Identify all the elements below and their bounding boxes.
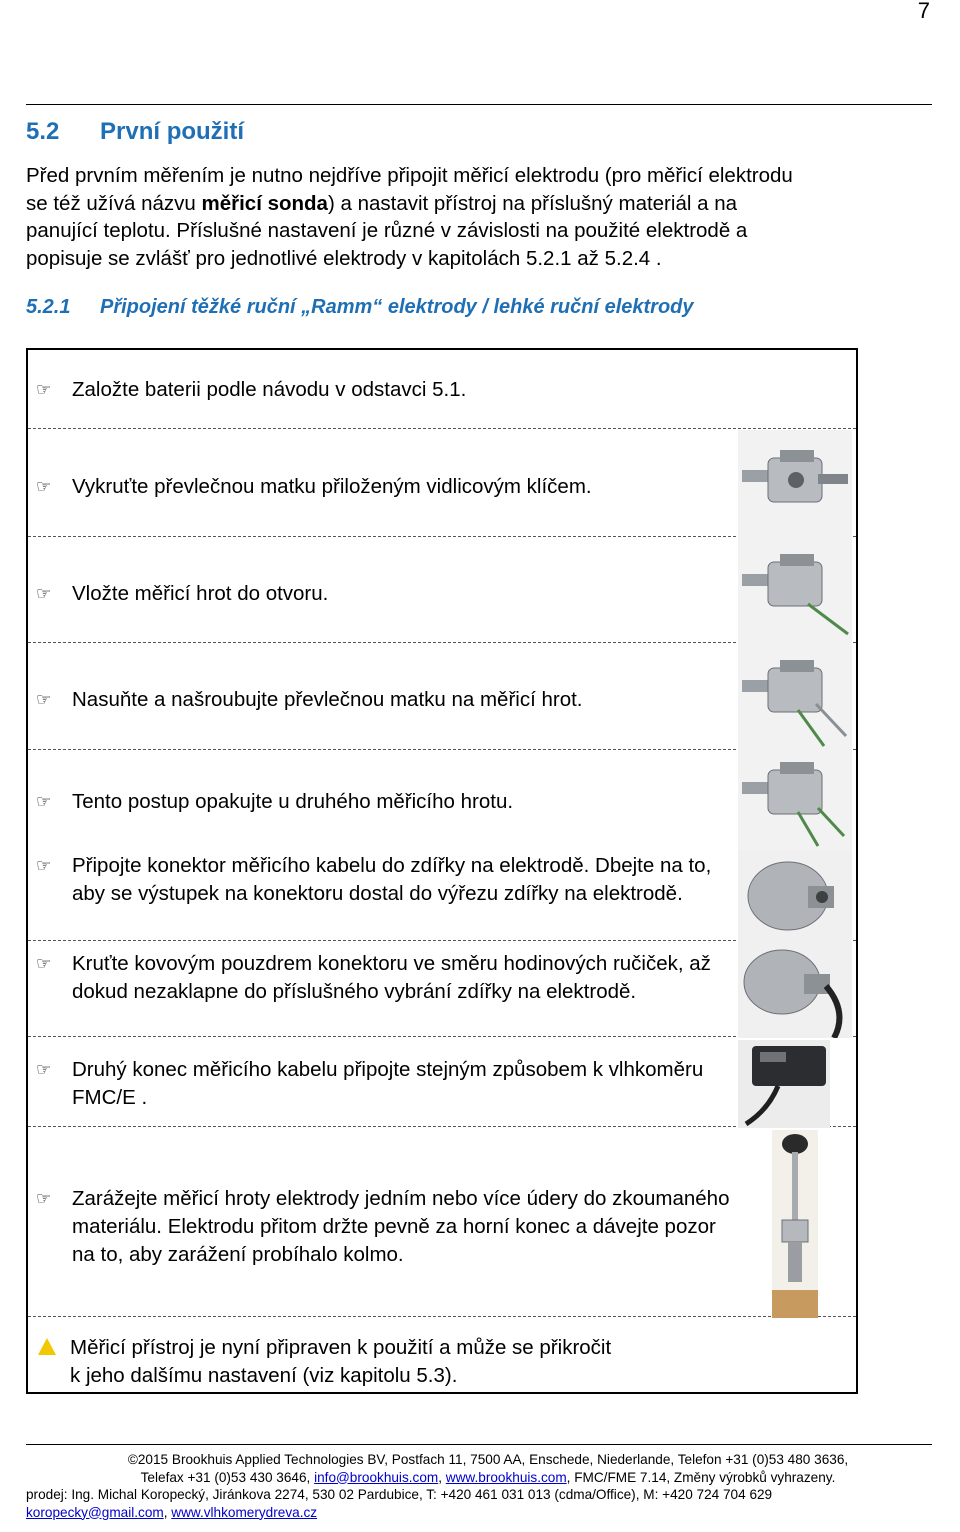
step-text: Připojte konektor měřicího kabelu do zdířky na elektrodě. Dbejte na to, aby se výstupek na konektoru dostal do výřezu zdířky na elektrodě. (72, 854, 712, 905)
section-number: 5.2 (26, 118, 60, 145)
subsection-number: 5.2.1 (26, 296, 71, 318)
step-divider (28, 940, 856, 941)
step-row (36, 580, 732, 608)
step-divider (28, 749, 856, 750)
step-row (36, 852, 732, 908)
instructions-box (26, 348, 858, 1394)
footer-text: , (438, 1469, 446, 1485)
step-row (36, 1185, 732, 1269)
subsection-title: Připojení těžké ruční „Ramm“ elektrody / lehké ruční elektrody (100, 296, 694, 318)
step-divider (28, 428, 856, 429)
pointing-hand-icon: ☞ (36, 954, 52, 973)
step-divider (28, 536, 856, 537)
intro-line: popisuje se zvlášť pro jednotlivé elektrody v kapitolách 5.2.1 až 5.2.4 . (26, 246, 662, 270)
website-link[interactable]: www.brookhuis.com (445, 1469, 567, 1485)
ramm-electrode-photo (772, 1130, 818, 1318)
step-row (36, 1056, 732, 1112)
step-text: Vložte měřicí hrot do otvoru. (72, 582, 329, 605)
footer-line (26, 1504, 950, 1522)
step-divider (28, 1036, 856, 1037)
warning-text: k jeho dalšímu nastavení (viz kapitolu 5.3). (70, 1364, 458, 1387)
pointing-hand-icon: ☞ (36, 690, 52, 709)
footer (26, 1451, 950, 1521)
footer-line (26, 1469, 950, 1487)
step-divider (28, 1126, 856, 1127)
page-number: 7 (917, 0, 930, 23)
footer-line: ©2015 Brookhuis Applied Technologies BV, Postfach 11, 7500 AA, Enschede, Niederlande, Telefon +31 (0)53 480 3636, (127, 1452, 849, 1467)
step-text: Druhý konec měřicího kabelu připojte stejným způsobem k vlhkoměru FMC/E . (72, 1058, 704, 1109)
step-text: Nasuňte a našroubujte převlečnou matku na měřicí hrot. (72, 688, 583, 711)
intro-paragraph (26, 162, 926, 272)
step-row (36, 473, 732, 501)
step-text: Zarážejte měřicí hroty elektrody jedním nebo více údery do zkoumaného materiálu. Elektrodu přitom držte pevně za horní konec a dávejte pozor na to, aby zarážení probíhalo kolmo. (72, 1187, 730, 1266)
step-row (36, 950, 732, 1006)
intro-line: panující teplotu. Příslušné nastavení je různé v závislosti na použité elektrodě a (26, 219, 748, 242)
footer-line: prodej: Ing. Michal Koropecký, Jiránkova 2274, 530 02 Pardubice, T: +420 461 031 013 (cdma/Office), M: +420 724 704 629 (26, 1487, 773, 1502)
connector-photo (738, 942, 852, 1038)
email-link[interactable]: koropecky@gmail.com (26, 1504, 164, 1520)
moisture-meter-photo (738, 1040, 830, 1128)
section-heading (26, 118, 244, 146)
electrode-photo (738, 644, 852, 752)
warning-note (38, 1334, 611, 1390)
footer-rule (26, 1444, 932, 1445)
intro-line: se též užívá názvu (26, 191, 202, 215)
footer-text: , (163, 1504, 172, 1520)
step-divider (28, 1316, 856, 1317)
footer-text: Telefax +31 (0)53 430 3646, (140, 1469, 315, 1485)
subsection-heading (26, 296, 694, 319)
electrode-photo (738, 752, 852, 850)
website-link[interactable]: www.vlhkomerydreva.cz (171, 1504, 318, 1520)
electrode-photo (738, 538, 852, 644)
pointing-hand-icon: ☞ (36, 792, 52, 811)
step-row (36, 686, 732, 714)
step-text: Tento postup opakujte u druhého měřicího hrotu. (72, 790, 514, 813)
step-text: Vykruťte převlečnou matku přiloženým vidlicovým klíčem. (72, 475, 592, 498)
pointing-hand-icon: ☞ (36, 1189, 52, 1208)
pointing-hand-icon: ☞ (36, 1060, 52, 1079)
connector-photo (738, 850, 852, 942)
pointing-hand-icon: ☞ (36, 380, 52, 399)
step-row (36, 376, 732, 404)
header-rule (26, 104, 932, 105)
footer-text: , FMC/FME 7.14, Změny výrobků vyhrazeny. (566, 1469, 836, 1485)
intro-bold-term: měřicí sonda (201, 191, 328, 215)
pointing-hand-icon: ☞ (36, 856, 52, 875)
step-text: Založte baterii podle návodu v odstavci 5.1. (72, 378, 467, 401)
intro-line: Před prvním měřením je nutno nejdříve připojit měřicí elektrodu (pro měřicí elektrodu (26, 164, 793, 187)
warning-text: Měřicí přístroj je nyní připraven k použití a může se přikročit (70, 1336, 612, 1359)
step-divider (28, 642, 856, 643)
electrode-photo (738, 430, 852, 538)
warning-triangle-icon (38, 1338, 56, 1355)
step-row (36, 788, 732, 816)
pointing-hand-icon: ☞ (36, 477, 52, 496)
pointing-hand-icon: ☞ (36, 584, 52, 603)
section-title: První použití (100, 118, 244, 145)
step-text: Kruťte kovovým pouzdrem konektoru ve směru hodinových ručiček, až dokud nezaklapne do příslušného vybrání zdířky na elektrodě. (72, 952, 711, 1003)
intro-line: ) a nastavit přístroj na příslušný materiál a na (327, 191, 737, 215)
email-link[interactable]: info@brookhuis.com (314, 1469, 439, 1485)
